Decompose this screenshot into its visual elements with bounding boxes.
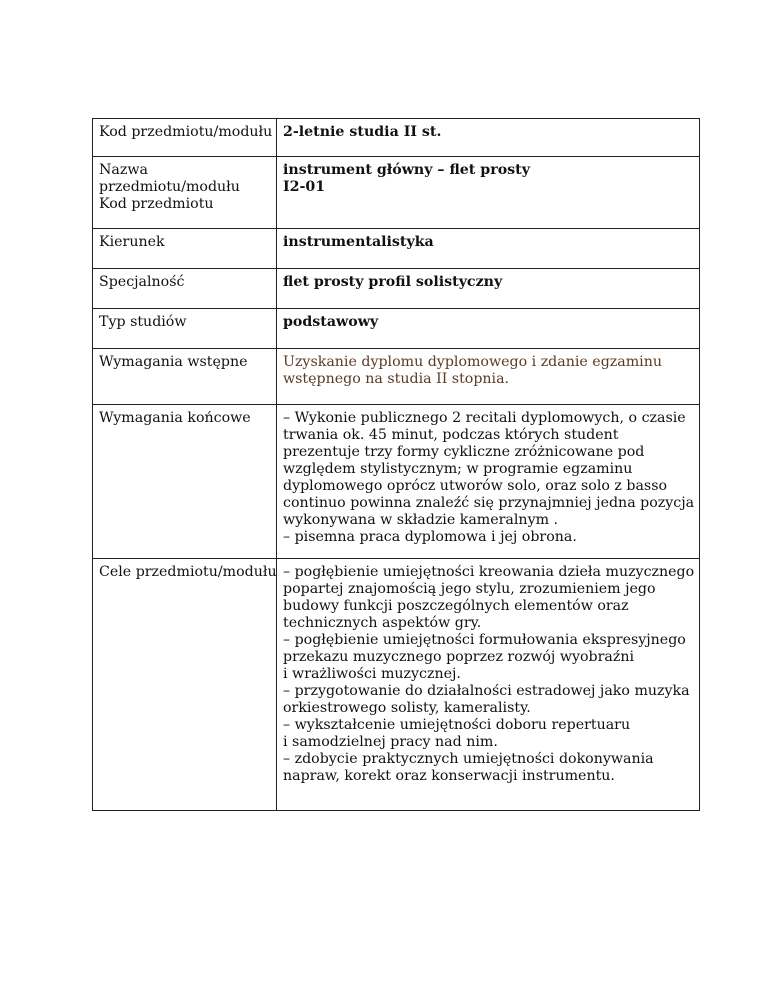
label-text: Wymagania końcowe bbox=[99, 410, 251, 426]
label-cell bbox=[93, 229, 277, 269]
value-text: napraw, korekt oraz konserwacji instrumentu. bbox=[283, 768, 615, 784]
value-text: – Wykonie publicznego 2 recitali dyplomowych, o czasie bbox=[283, 410, 686, 426]
value-text: prezentuje trzy formy cykliczne zróżnicowane pod bbox=[283, 444, 645, 460]
label-text: Kod przedmiotu bbox=[99, 196, 214, 212]
row-module-goals bbox=[93, 559, 700, 811]
value-text: continuo powinna znaleźć się przynajmniej jedna pozycja bbox=[283, 495, 695, 511]
value-cell bbox=[277, 405, 700, 559]
label-text: Kod przedmiotu/modułu bbox=[99, 124, 273, 140]
value-text: orkiestrowego solisty, kameralisty. bbox=[283, 700, 531, 716]
value-text: wstępnego na studia II stopnia. bbox=[283, 371, 510, 387]
label-text: Wymagania wstępne bbox=[99, 354, 248, 370]
value-cell bbox=[277, 349, 700, 405]
course-info-table bbox=[92, 118, 700, 811]
value-cell bbox=[277, 157, 700, 229]
label-text: Typ studiów bbox=[99, 314, 187, 330]
label-text: Cele przedmiotu/modułu bbox=[99, 564, 277, 580]
value-text: instrumentalistyka bbox=[283, 234, 434, 250]
label-cell bbox=[93, 119, 277, 157]
label-cell bbox=[93, 349, 277, 405]
value-text: budowy funkcji poszczególnych elementów oraz bbox=[283, 598, 629, 614]
row-field-of-study bbox=[93, 229, 700, 269]
value-cell bbox=[277, 309, 700, 349]
label-text: Kierunek bbox=[99, 234, 165, 250]
value-text: podstawowy bbox=[283, 314, 379, 330]
label-cell bbox=[93, 405, 277, 559]
value-cell bbox=[277, 559, 700, 811]
value-text: dyplomowego oprócz utworów solo, oraz solo z basso bbox=[283, 478, 668, 494]
value-text: – zdobycie praktycznych umiejętności dokonywania bbox=[283, 751, 654, 767]
value-cell bbox=[277, 229, 700, 269]
value-text: wykonywana w składzie kameralnym . bbox=[283, 512, 559, 528]
row-specialization bbox=[93, 269, 700, 309]
value-text: flet prosty profil solistyczny bbox=[283, 274, 503, 290]
value-text: i wrażliwości muzycznej. bbox=[283, 666, 461, 682]
value-cell bbox=[277, 269, 700, 309]
row-study-type bbox=[93, 309, 700, 349]
label-cell bbox=[93, 559, 277, 811]
label-cell bbox=[93, 309, 277, 349]
row-final-requirements bbox=[93, 405, 700, 559]
label-text: Specjalność bbox=[99, 274, 185, 290]
value-text: – pogłębienie umiejętności kreowania dzieła muzycznego bbox=[283, 564, 695, 580]
value-text: – pogłębienie umiejętności formułowania ekspresyjnego bbox=[283, 632, 686, 648]
value-text: – pisemna praca dyplomowa i jej obrona. bbox=[283, 529, 577, 545]
label-cell bbox=[93, 157, 277, 229]
value-text: i samodzielnej pracy nad nim. bbox=[283, 734, 498, 750]
value-text: I2-01 bbox=[283, 179, 326, 195]
value-text: trwania ok. 45 minut, podczas których student bbox=[283, 427, 619, 443]
label-text: Nazwa bbox=[99, 162, 148, 178]
value-text: – wykształcenie umiejętności doboru repertuaru bbox=[283, 717, 631, 733]
row-module-code bbox=[93, 119, 700, 157]
value-text: względem stylistycznym; w programie egzaminu bbox=[283, 461, 633, 477]
value-text: 2-letnie studia II st. bbox=[283, 124, 442, 140]
value-text: przekazu muzycznego poprzez rozwój wyobraźni bbox=[283, 649, 634, 665]
value-text: technicznych aspektów gry. bbox=[283, 615, 482, 631]
label-text: przedmiotu/modułu bbox=[99, 179, 240, 195]
row-entry-requirements bbox=[93, 349, 700, 405]
value-cell bbox=[277, 119, 700, 157]
value-text: popartej znajomością jego stylu, zrozumieniem jego bbox=[283, 581, 656, 597]
label-cell bbox=[93, 269, 277, 309]
value-text: instrument główny – flet prosty bbox=[283, 162, 530, 178]
value-text: – przygotowanie do działalności estradowej jako muzyka bbox=[283, 683, 690, 699]
value-text: Uzyskanie dyplomu dyplomowego i zdanie egzaminu bbox=[283, 354, 662, 370]
row-module-name bbox=[93, 157, 700, 229]
